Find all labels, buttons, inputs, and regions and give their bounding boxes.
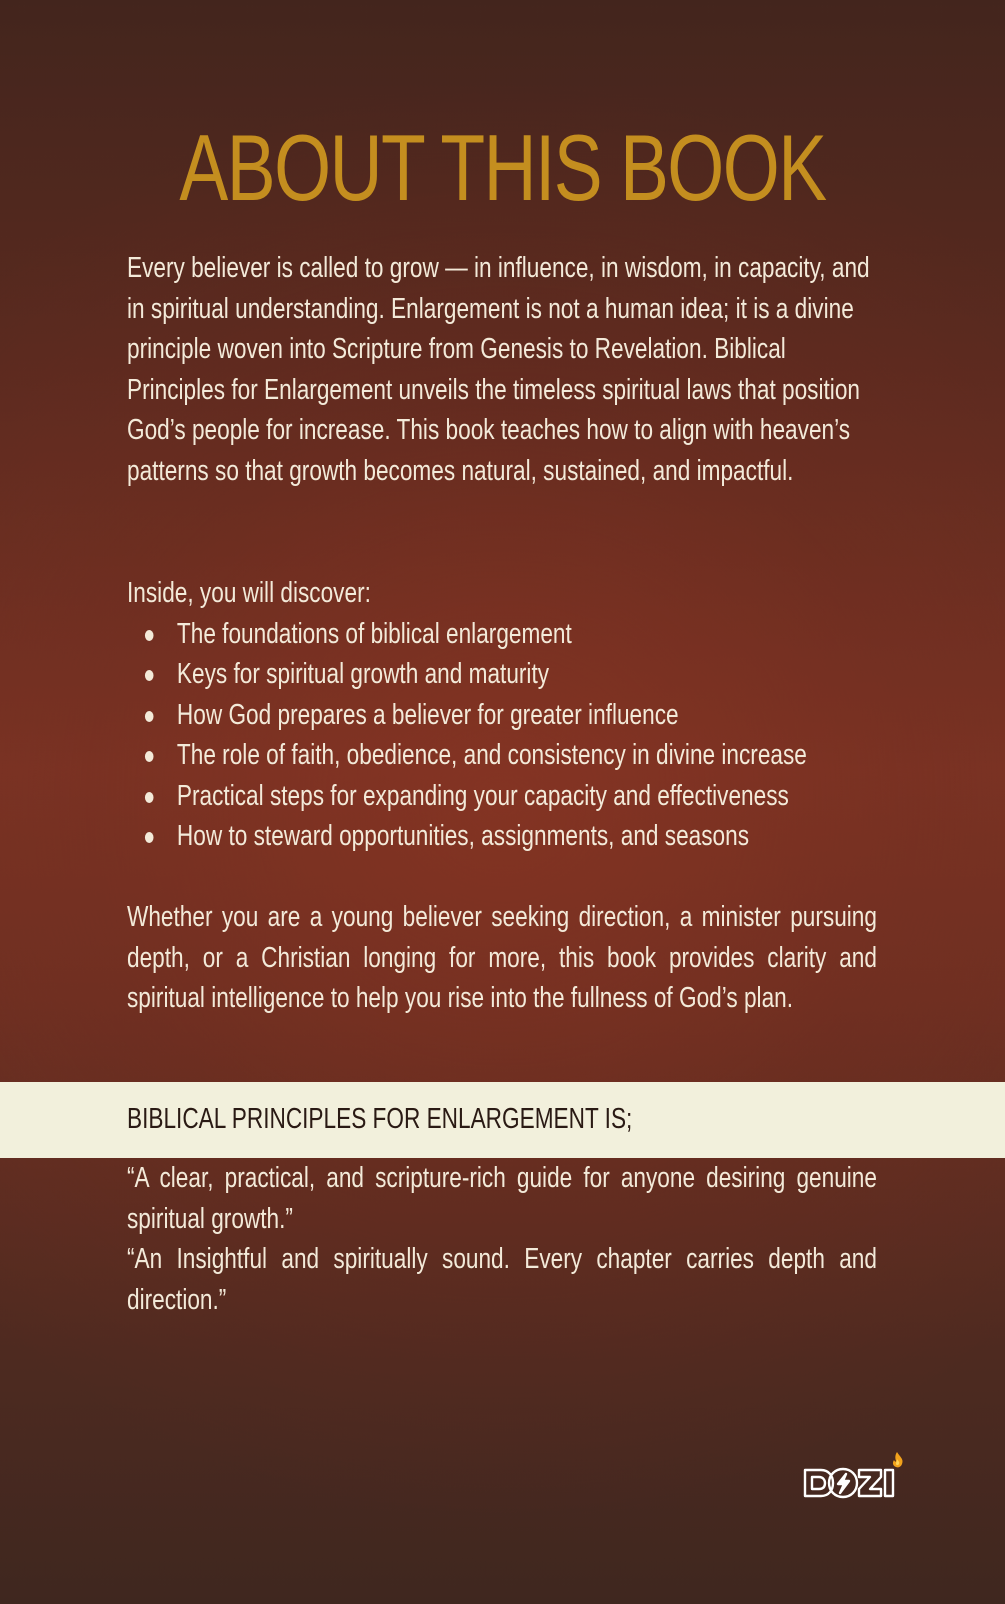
flame-icon	[893, 1452, 903, 1467]
whether-text: Whether you are a young believer seeking direction, a minister pursuing depth, or a Christian longing for more, this book provides clarity and spiritual intelligence to help you rise into the fullness of God’s plan.	[127, 901, 877, 1014]
quotes-wrapper	[127, 1158, 877, 1320]
publisher-logo	[803, 1449, 907, 1503]
inside-section	[127, 573, 877, 857]
list-item: The role of faith, obedience, and consistency in divine increase	[127, 735, 877, 776]
inside-heading: Inside, you will discover:	[127, 577, 371, 609]
list-item: The foundations of biblical enlargement	[127, 614, 877, 655]
list-item: How God prepares a believer for greater influence	[127, 695, 877, 736]
list-item: How to steward opportunities, assignments, and seasons	[127, 816, 877, 857]
list-item: Practical steps for expanding your capacity and effectiveness	[127, 776, 877, 817]
banner-text-wrapper	[127, 1099, 907, 1139]
discover-list	[127, 614, 877, 857]
endorsement-quote: “A clear, practical, and scripture-rich guide for anyone desiring genuine spiritual growth.”	[127, 1162, 877, 1235]
page-title: ABOUT THIS BOOK	[179, 115, 826, 220]
inside-list-wrapper	[127, 573, 877, 857]
intro-paragraph	[127, 248, 877, 491]
banner-heading: BIBLICAL PRINCIPLES FOR ENLARGEMENT IS;	[127, 1103, 633, 1135]
list-item: Keys for spiritual growth and maturity	[127, 654, 877, 695]
endorsement-quotes	[127, 1158, 877, 1320]
whether-paragraph	[127, 897, 877, 1019]
endorsement-quote: “An Insightful and spiritually sound. Every chapter carries depth and direction.”	[127, 1243, 877, 1316]
endorsement-banner	[0, 1082, 1005, 1158]
intro-text: Every believer is called to grow — in influence, in wisdom, in capacity, and in spiritual understanding. Enlargement is not a human idea; it is a divine principle woven into Scripture from Genesis to Revelation. Biblical Principles for Enlargement unveils the timeless spiritual laws that position God’s people for increase. This book teaches how to align with heaven’s patterns so that growth becomes natural, sustained, and impactful.	[127, 252, 870, 487]
logo-wordmark	[805, 1469, 893, 1497]
